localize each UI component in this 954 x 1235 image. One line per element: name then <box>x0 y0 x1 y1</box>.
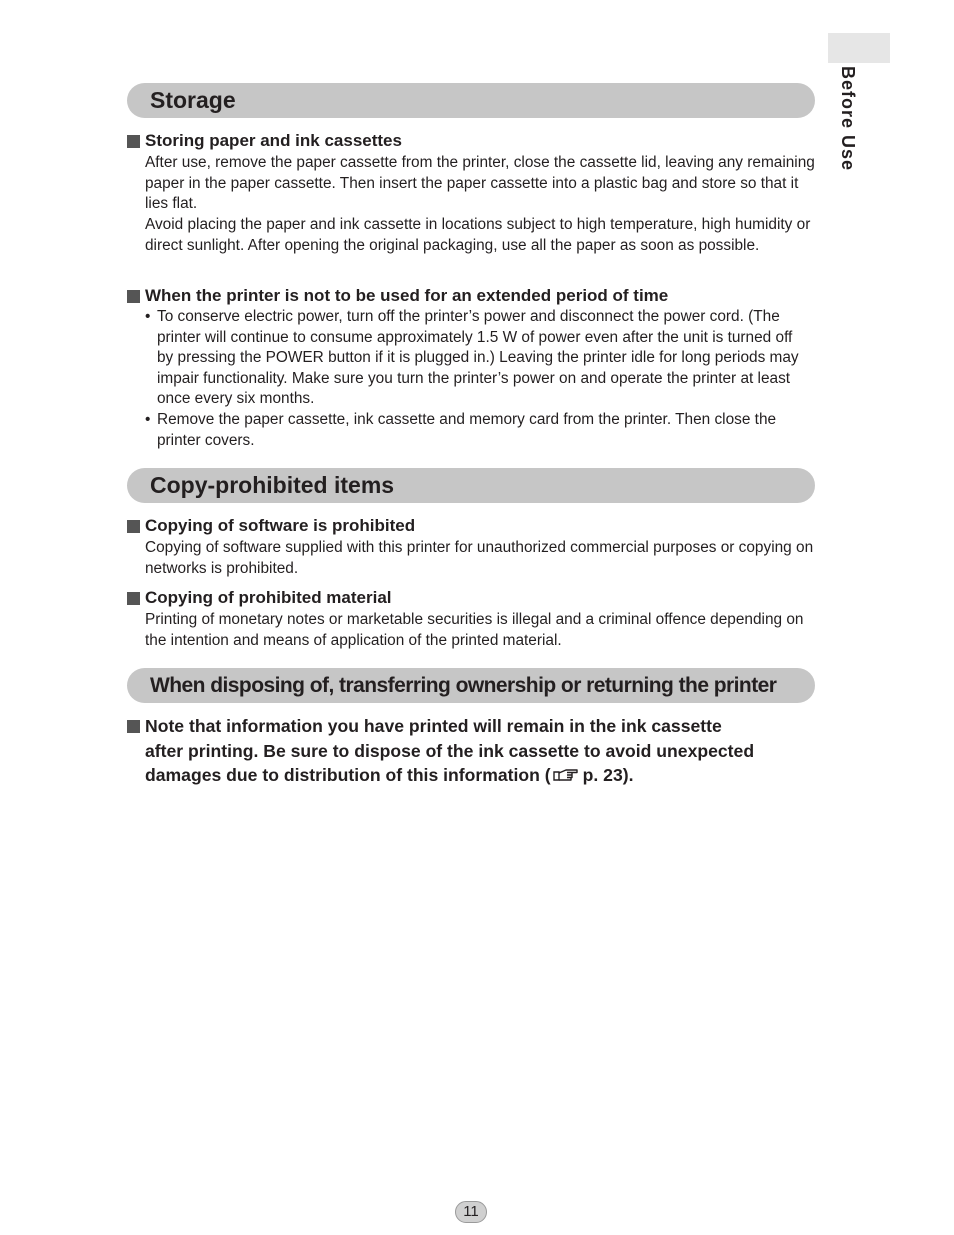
side-tab <box>828 33 890 63</box>
bullet-text: Remove the paper cassette, ink cassette and memory card from the printer. Then close the printer covers. <box>157 411 777 449</box>
paragraph: Avoid placing the paper and ink cassette in locations subject to high temperature, high humidity or direct sunlight. After opening the original packaging, use all the paper as soon as possible. <box>145 216 811 254</box>
bullet-item <box>145 307 805 410</box>
section-title-storage: Storage <box>127 83 815 118</box>
paragraph: Printing of monetary notes or marketable securities is illegal and a criminal offence depending on the intention and means of application of the printed material. <box>145 611 804 649</box>
note-line: Note that information you have printed will remain in the ink cassette <box>145 716 722 736</box>
note-line-with-reference <box>127 763 817 789</box>
subheading-text: Copying of prohibited material <box>145 588 392 607</box>
page-number: 11 <box>455 1201 487 1223</box>
bullet-text: To conserve electric power, turn off the printer’s power and disconnect the power cord. (The printer will continue to consume approximately 1.5 W of power even after the unit is turned off by pressing the POWER button if it is plugged in.) Leaving the printer idle for long periods may impair functionality. Make sure you turn the printer’s power on and operate the printer at least once every six months. <box>157 308 799 408</box>
paragraph: After use, remove the paper cassette from the printer, close the cassette lid, leaving any remaining paper in the paper cassette. Then insert the paper cassette into a plastic bag and store so that it lies flat. <box>145 154 815 213</box>
subheading-text: When the printer is not to be used for an extended period of time <box>145 286 669 305</box>
note-text: p. 23). <box>582 765 634 785</box>
bullet-item <box>145 410 805 451</box>
square-bullet-icon <box>127 290 140 303</box>
paragraph: Copying of software supplied with this printer for unauthorized commercial purposes or copying on networks is prohibited. <box>145 539 814 577</box>
note-line: after printing. Be sure to dispose of the ink cassette to avoid unexpected <box>145 740 755 761</box>
square-bullet-icon <box>127 592 140 605</box>
subheading-text: Storing paper and ink cassettes <box>145 131 402 150</box>
square-bullet-icon <box>127 135 140 148</box>
section-title-disposal: When disposing of, transferring ownership or returning the printer <box>127 668 815 703</box>
subheading-storing-paper <box>127 131 402 151</box>
note-text: damages due to distribution of this information ( <box>145 765 551 785</box>
disposal-note <box>127 714 817 789</box>
subheading-extended-period <box>127 286 668 306</box>
subheading-software <box>127 516 415 536</box>
section-title-copy-prohibited: Copy-prohibited items <box>127 468 815 503</box>
square-bullet-icon <box>127 720 140 733</box>
pointing-hand-icon <box>553 764 579 789</box>
square-bullet-icon <box>127 520 140 533</box>
side-tab-label: Before Use <box>838 66 858 172</box>
bullet-dot: • <box>145 411 151 428</box>
subheading-prohibited-material <box>127 588 392 608</box>
bullet-dot: • <box>145 308 151 325</box>
subheading-text: Copying of software is prohibited <box>145 516 416 535</box>
